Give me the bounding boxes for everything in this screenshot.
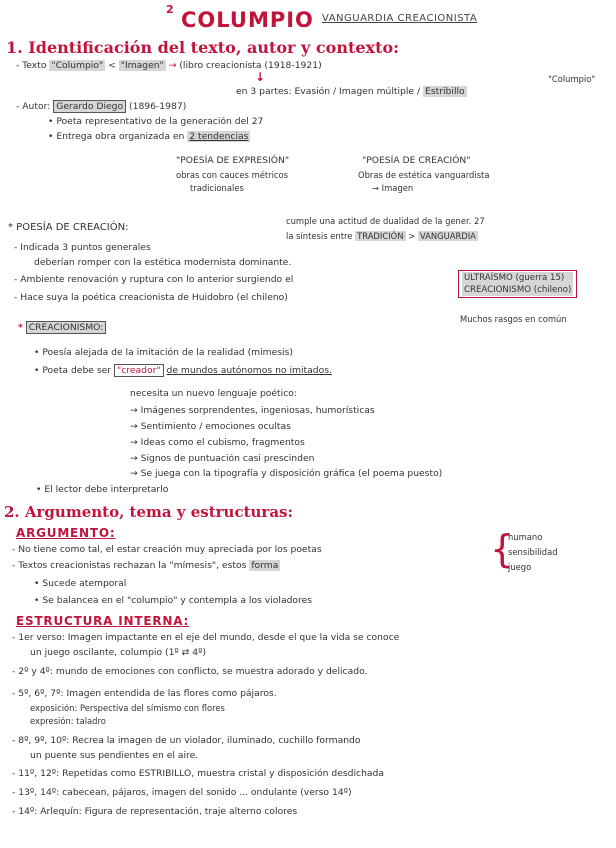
poesia-right-line-2-text: la síntesis entre [286, 231, 353, 241]
texto-line [16, 60, 322, 71]
estructura-heading: ESTRUCTURA INTERNA: [16, 614, 190, 628]
partes-line [236, 86, 467, 97]
autor-bullet-2-hl: 2 tendencias [189, 131, 249, 142]
poesia-expresion-desc-2: tradicionales [190, 183, 244, 193]
creacionismo-heading-wrap [18, 322, 106, 333]
arg-line-2-hl: forma [251, 560, 279, 571]
estr-line-3b: exposición: Perspectiva del símismo con flores [30, 703, 225, 713]
autor-bullet-2-text: • Entrega obra organizada en [48, 131, 185, 142]
autor-name: Gerardo Diego [53, 100, 126, 113]
box-note: Muchos rasgos en común [460, 314, 567, 324]
partes-text: en 3 partes: Evasión / Imagen múltiple / [236, 86, 421, 97]
creac-bullet-2-b: de mundos autónomos no imitados. [166, 365, 332, 376]
texto-lt: < [108, 60, 116, 71]
arg-line-1: - No tiene como tal, el estar creación muy apreciada por los poetas [12, 544, 322, 555]
poesia-right-line-2 [286, 231, 478, 241]
arrow-right-icon: → [168, 60, 177, 71]
partes-last: Estribillo [425, 86, 465, 97]
creac-sub-2: → Sentimiento / emociones ocultas [130, 421, 291, 432]
creac-sub-4: → Signos de puntuación casi prescinden [130, 453, 315, 464]
arg-line-3: • Sucede atemporal [34, 578, 127, 589]
arg-line-4: • Se balancea en el "columpio" y contempla a los violadores [34, 595, 313, 606]
estr-line-5: - 11º, 12º: Repetidas como ESTRIBILLO, muestra cristal y disposición desdichada [12, 768, 384, 779]
poesia-creacion-heading: * POESÍA DE CREACIÓN: [8, 222, 129, 233]
ultraismo-creacionismo-box [458, 270, 577, 298]
texto-label: - Texto [16, 60, 47, 71]
creac-sub-5: → Se juega con la tipografía y disposición gráfica (el poema puesto) [130, 468, 443, 479]
texto-rest: (libro creacionista (1918-1921) [179, 60, 322, 71]
estr-line-3c: expresión: taladro [30, 716, 106, 726]
autor-bullet-2 [48, 131, 250, 142]
section-2-heading: 2. Argumento, tema y estructuras: [4, 503, 294, 521]
creacionismo-heading: CREACIONISMO: [26, 321, 107, 334]
autor-line [16, 101, 186, 112]
estr-line-4: - 8º, 9º, 10º: Recrea la imagen de un violador, iluminado, cuchillo formando [12, 735, 361, 746]
page-number: 2 [166, 3, 174, 16]
poesia-expresion-title: "POESÍA DE EXPRESIÓN" [176, 155, 290, 166]
ultraismo-label: ULTRAÍSMO (guerra 15) [462, 272, 573, 284]
page-subtitle: VANGUARDIA CREACIONISTA [322, 13, 478, 24]
autor-years: (1896-1987) [129, 101, 187, 112]
estr-line-2: - 2º y 4º: mundo de emociones con conflicto, se muestra adorado y delicado. [12, 666, 368, 677]
brace-icon: { [490, 527, 515, 571]
arrow-down-icon: ↓ [255, 70, 266, 84]
creac-final: • El lector debe interpretarlo [36, 484, 169, 495]
autor-label: - Autor: [16, 101, 51, 112]
poesia-right-line-1: cumple una actitud de dualidad de la gener. 27 [286, 216, 485, 226]
brace-item-3: juego [508, 562, 532, 572]
poesia-tradicion: TRADICIÓN [357, 231, 404, 241]
estr-line-3: - 5º, 6º, 7º: Imagen entendida de las flores como pájaros. [12, 688, 277, 699]
section-1-heading: 1. Identificación del texto, autor y contexto: [6, 38, 400, 57]
estr-line-1: - 1er verso: Imagen impactante en el eje del mundo, desde el que la vida se conoce [12, 632, 400, 643]
creacionismo-label: CREACIONISMO (chileno) [464, 285, 572, 295]
creac-bullet-2-a: • Poeta debe ser [34, 365, 112, 376]
texto-title-2: "Imagen" [120, 60, 164, 71]
partes-note: "Columpio" [548, 74, 596, 84]
poesia-creacion-desc-1: Obras de estética vanguardista [358, 170, 490, 180]
page-title: COLUMPIO [181, 8, 314, 32]
estr-line-6: - 13º, 14º: cabecean, pájaros, imagen del sonido ... ondulante (verso 14º) [12, 787, 352, 798]
poesia-vanguardia: VANGUARDIA [419, 231, 476, 241]
brace-item-1: humano [508, 532, 543, 542]
creac-bullet-1: • Poesía alejada de la imitación de la realidad (mimesis) [34, 347, 293, 358]
poesia-line-2: deberían romper con la estética modernista dominante. [34, 257, 292, 268]
asterisk-icon: * [18, 322, 23, 333]
estr-line-7: - 14º: Arlequín: Figura de representación, traje alterno colores [12, 806, 298, 817]
brace-item-2: sensibilidad [508, 547, 558, 557]
creac-sub-1: → Imágenes sorprendentes, ingeniosas, humorísticas [130, 405, 375, 416]
creac-bullet-2-hl: "creador" [114, 364, 164, 377]
estr-line-4b: un puente sus pendientes en el aire. [30, 750, 199, 761]
poesia-line-1: - Indicada 3 puntos generales [14, 242, 151, 253]
poesia-creacion-title: "POESÍA DE CREACIÓN" [362, 155, 471, 166]
poesia-expresion-desc-1: obras con cauces métricos [176, 170, 289, 180]
autor-bullet-1: • Poeta representativo de la generación del 27 [48, 116, 264, 127]
poesia-creacion-desc-2: → Imagen [372, 183, 414, 193]
creac-bullet-2 [34, 365, 332, 376]
creac-sub-3: → Ideas como el cubismo, fragmentos [130, 437, 305, 448]
poesia-line-3: - Ambiente renovación y ruptura con lo anterior surgiendo el [14, 274, 294, 285]
arg-line-2-text: - Textos creacionistas rechazan la "mímesis", estos [12, 560, 247, 571]
necesita-line: necesita un nuevo lenguaje poético: [130, 388, 297, 399]
texto-title-1: "Columpio" [51, 60, 104, 71]
poesia-line-4: - Hace suya la poética creacionista de Huidobro (el chileno) [14, 292, 288, 303]
estr-line-1b: un juego oscilante, columpio (1º ⇄ 4º) [30, 647, 207, 658]
argumento-heading: ARGUMENTO: [16, 526, 116, 540]
poesia-gt: > [408, 231, 416, 241]
arg-line-2 [12, 560, 280, 571]
